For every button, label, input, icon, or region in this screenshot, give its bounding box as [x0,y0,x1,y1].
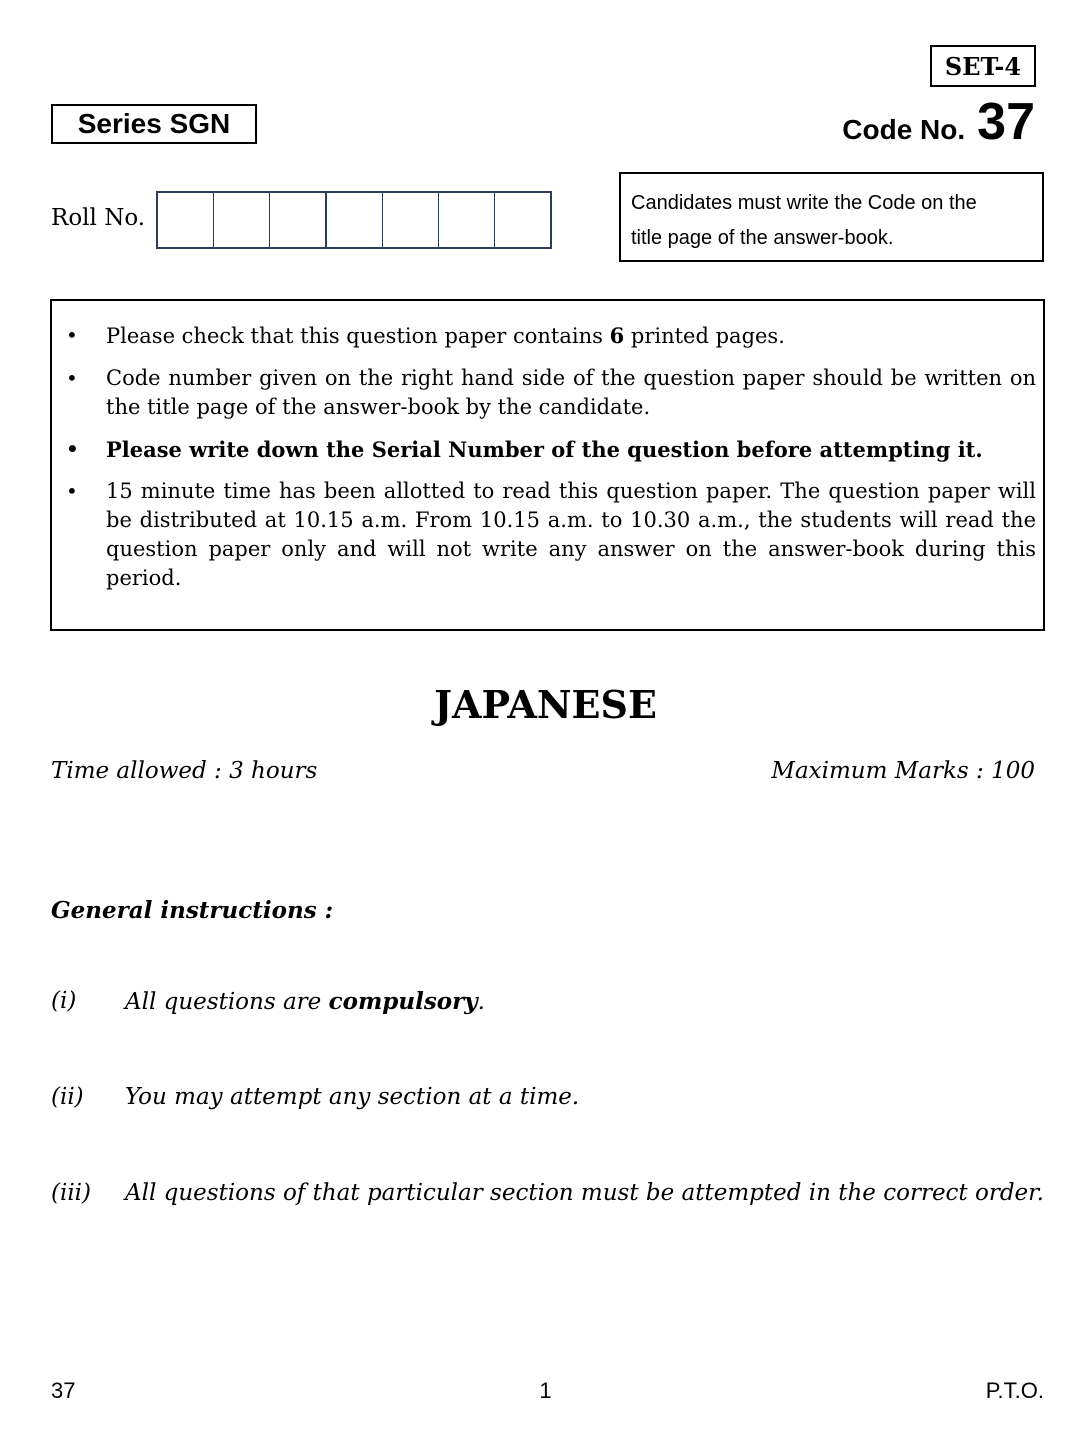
roll-number-label: Roll No. [51,205,146,231]
instruction-text: printed pages. [624,324,785,348]
paper-title: JAPANESE [434,682,657,727]
item-number: (iii) [51,1180,92,1206]
instruction-item [62,477,1036,593]
set-label: SET-4 [930,45,1036,87]
item-text: You may attempt any section at a time. [125,1084,580,1110]
item-text: All questions are compulsory. [125,988,485,1015]
candidate-note [619,172,1044,262]
page-number: 1 [539,1378,552,1403]
roll-number-grid[interactable] [156,191,552,249]
roll-number-cell[interactable] [327,193,383,247]
candidate-note-line: Candidates must write the Code on the [631,192,977,214]
instruction-item [62,321,1033,351]
roll-number-cell[interactable] [439,193,495,247]
bullet-icon: • [66,479,78,503]
instructions-box [50,299,1045,631]
please-turn-over: P.T.O. [985,1378,1044,1403]
roll-number-cell[interactable] [158,193,214,247]
code-label: Code No. [842,114,966,145]
instruction-text: Code number given on the right hand side of the question paper should be written on the title page of the answer-book by the candidate. [106,366,1036,419]
item-number: (i) [51,988,77,1014]
instruction-item [62,364,1036,422]
item-text: All questions of that particular section must be attempted in the correct order. [125,1180,1044,1206]
code-number-block [842,93,1035,151]
general-instructions-heading: General instructions : [51,897,334,924]
page-count: 6 [609,323,625,348]
roll-number-cell[interactable] [383,193,439,247]
item-number: (ii) [51,1084,84,1110]
roll-number-cell[interactable] [495,193,550,247]
bullet-icon: • [66,437,79,461]
general-instruction-item [51,988,485,1015]
instruction-text: 15 minute time has been allotted to read this question paper. The question paper will be distributed at 10.15 a.m. From 10.15 a.m. to 10.30 a.m., the students will read the question paper only and will not write any answer on the answer-book during this period. [106,479,1036,590]
instruction-text: Please check that this question paper contains [106,324,610,348]
general-instruction-item [51,1084,579,1110]
bullet-icon: • [66,366,78,390]
series-label: Series SGN [51,104,257,144]
time-allowed: Time allowed : 3 hours [51,758,318,784]
general-instruction-item [51,1180,1044,1206]
instruction-item [62,435,1033,464]
code-number: 37 [977,93,1035,151]
footer-code: 37 [51,1378,76,1403]
roll-number-cell[interactable] [214,193,270,247]
roll-number-cell[interactable] [270,193,327,247]
instruction-text: Please write down the Serial Number of the question before attempting it. [106,437,983,462]
maximum-marks: Maximum Marks : 100 [771,758,1035,784]
bullet-icon: • [66,323,78,347]
candidate-note-line: title page of the answer-book. [631,227,894,249]
